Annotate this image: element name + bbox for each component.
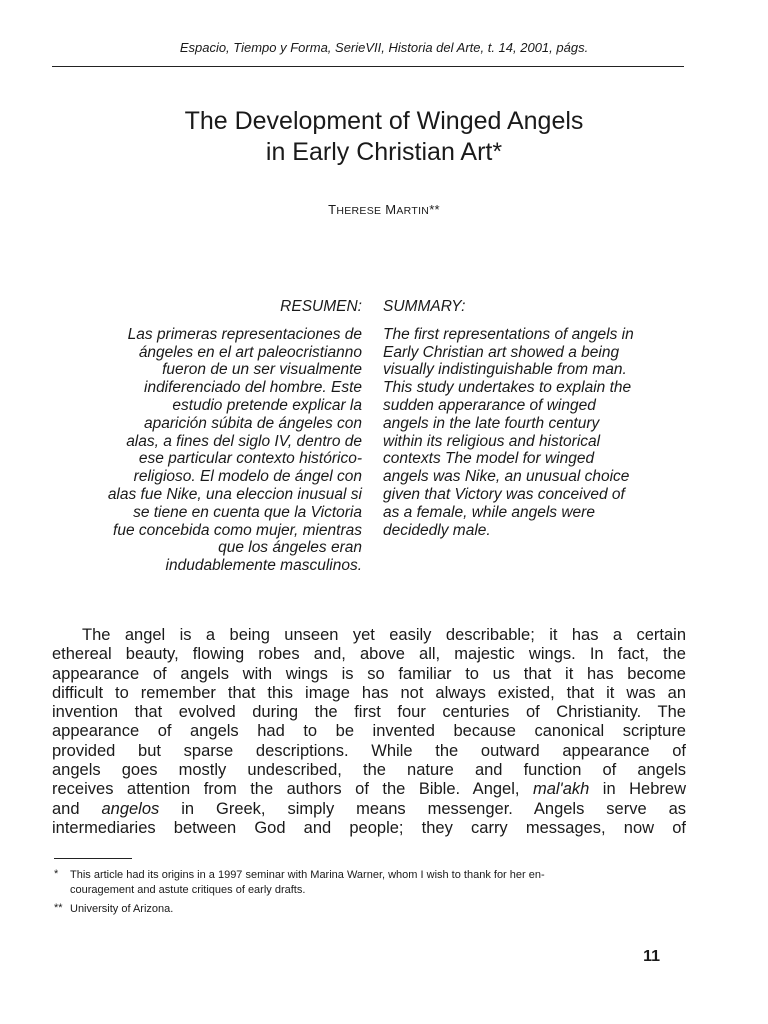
abstract-line: angels in the late fourth century: [383, 414, 600, 432]
footnote-line: This article had its origins in a 1997 seminar with Marina Warner, whom I wish to thank for her en-: [70, 869, 545, 881]
footnote-line: University of Arizona.: [70, 903, 174, 915]
body-line: [52, 780, 686, 799]
author-footnote-mark: **: [429, 202, 440, 217]
greek-term: angelos: [101, 799, 160, 818]
abstract-line: se tiene en cuenta que la Victoria: [133, 503, 362, 521]
footnote-mark: *: [54, 868, 59, 880]
abstract-line: given that Victory was conceived of: [383, 485, 625, 503]
body-line: invention that evolved during the first four centuries of Christianity. The: [52, 703, 686, 722]
abstract-line: ese particular contexto histórico-: [138, 450, 362, 468]
footnote-mark: **: [54, 902, 63, 914]
footnote-rule: [54, 858, 132, 859]
abstract-line: indudablemente masculinos.: [165, 557, 362, 575]
running-head: Espacio, Tiempo y Forma, SerieVII, Historia del Arte, t. 14, 2001, págs.: [179, 40, 589, 55]
abstract-line: This study undertakes to explain the: [383, 379, 632, 397]
abstract-line: que los ángeles eran: [218, 539, 362, 557]
abstract-line: contexts The model for winged: [383, 450, 595, 468]
abstract-line: angels was Nike, an unusual choice: [383, 468, 630, 486]
body-paragraph: [52, 626, 686, 838]
abstract-english: [383, 298, 693, 539]
abstract-line: alas, a fines del siglo IV, dentro de: [126, 432, 362, 450]
abstract-line: alas fue Nike, una eleccion inusual si: [107, 485, 362, 503]
body-line: provided but sparse descriptions. While the outward appearance of: [52, 741, 686, 760]
abstract-line: indiferenciado del hombre. Este: [144, 379, 362, 397]
footnote-1: [54, 868, 694, 898]
abstract-line: religioso. El modelo de ángel con: [133, 468, 362, 486]
page-number: 11: [643, 948, 660, 965]
abstract-line: decidedly male.: [383, 521, 491, 539]
abstract-line: Las primeras representaciones de: [127, 325, 362, 343]
body-text-span: in Greek, simply means messenger. Angels serve as: [159, 799, 686, 818]
footnote-line: couragement and astute critiques of early drafts.: [70, 884, 306, 896]
footnote-2: [54, 902, 694, 917]
article-title: [0, 106, 768, 168]
author-last-rest: ARTIN: [396, 205, 430, 217]
author-first-rest: HERESE: [336, 205, 382, 217]
body-line: difficult to remember that this image has not always existed, that it was an: [52, 683, 686, 702]
author-name: [0, 202, 768, 217]
abstract-line: sudden apperarance of winged: [383, 396, 596, 414]
abstract-line: Early Christian art showed a being: [383, 343, 620, 361]
author-first-initial: T: [328, 202, 337, 217]
body-line: appearance of angels had to be invented because canonical scripture: [52, 722, 686, 741]
abstract-spanish-heading: RESUMEN:: [280, 298, 362, 315]
abstract-line: fueron de un ser visualmente: [162, 361, 362, 379]
abstract-line: The first representations of angels in: [383, 325, 634, 343]
footnotes: [54, 868, 694, 921]
title-line-1: The Development of Winged Angels: [184, 107, 584, 135]
abstract-line: fue concebida como mujer, mientras: [113, 521, 362, 539]
body-text-span: in Hebrew: [589, 780, 686, 799]
abstract-line: estudio pretende explicar la: [172, 396, 362, 414]
body-line: intermediaries between God and people; they carry messages, now of: [52, 818, 686, 837]
title-line-2: in Early Christian Art*: [265, 138, 503, 166]
abstract-line: ángeles en el art paleocristianno: [138, 343, 362, 361]
abstract-line: aparición súbita de ángeles con: [143, 414, 362, 432]
abstract-line: as a female, while angels were: [383, 503, 595, 521]
body-line: The angel is a being unseen yet easily describable; it has a certain: [82, 626, 686, 644]
hebrew-term: mal'akh: [532, 780, 590, 799]
body-line: angels goes mostly undescribed, the nature and function of angels: [52, 761, 686, 780]
body-line: [52, 800, 686, 819]
body-text-span: and: [52, 799, 102, 818]
body-line: ethereal beauty, flowing robes and, above all, majestic wings. In fact, the: [52, 645, 686, 664]
abstract-spanish: [64, 298, 362, 575]
abstract-english-heading: SUMMARY:: [383, 298, 466, 315]
abstract-line: within its religious and historical: [383, 432, 601, 450]
abstract-line: visually indistinguishable from man.: [383, 361, 627, 379]
header-rule: [52, 66, 684, 67]
body-text-span: receives attention from the authors of the Bible. Angel,: [52, 780, 533, 799]
author-last-initial: M: [385, 202, 397, 217]
body-line: appearance of angels with wings is so familiar to us that it has become: [52, 664, 686, 683]
